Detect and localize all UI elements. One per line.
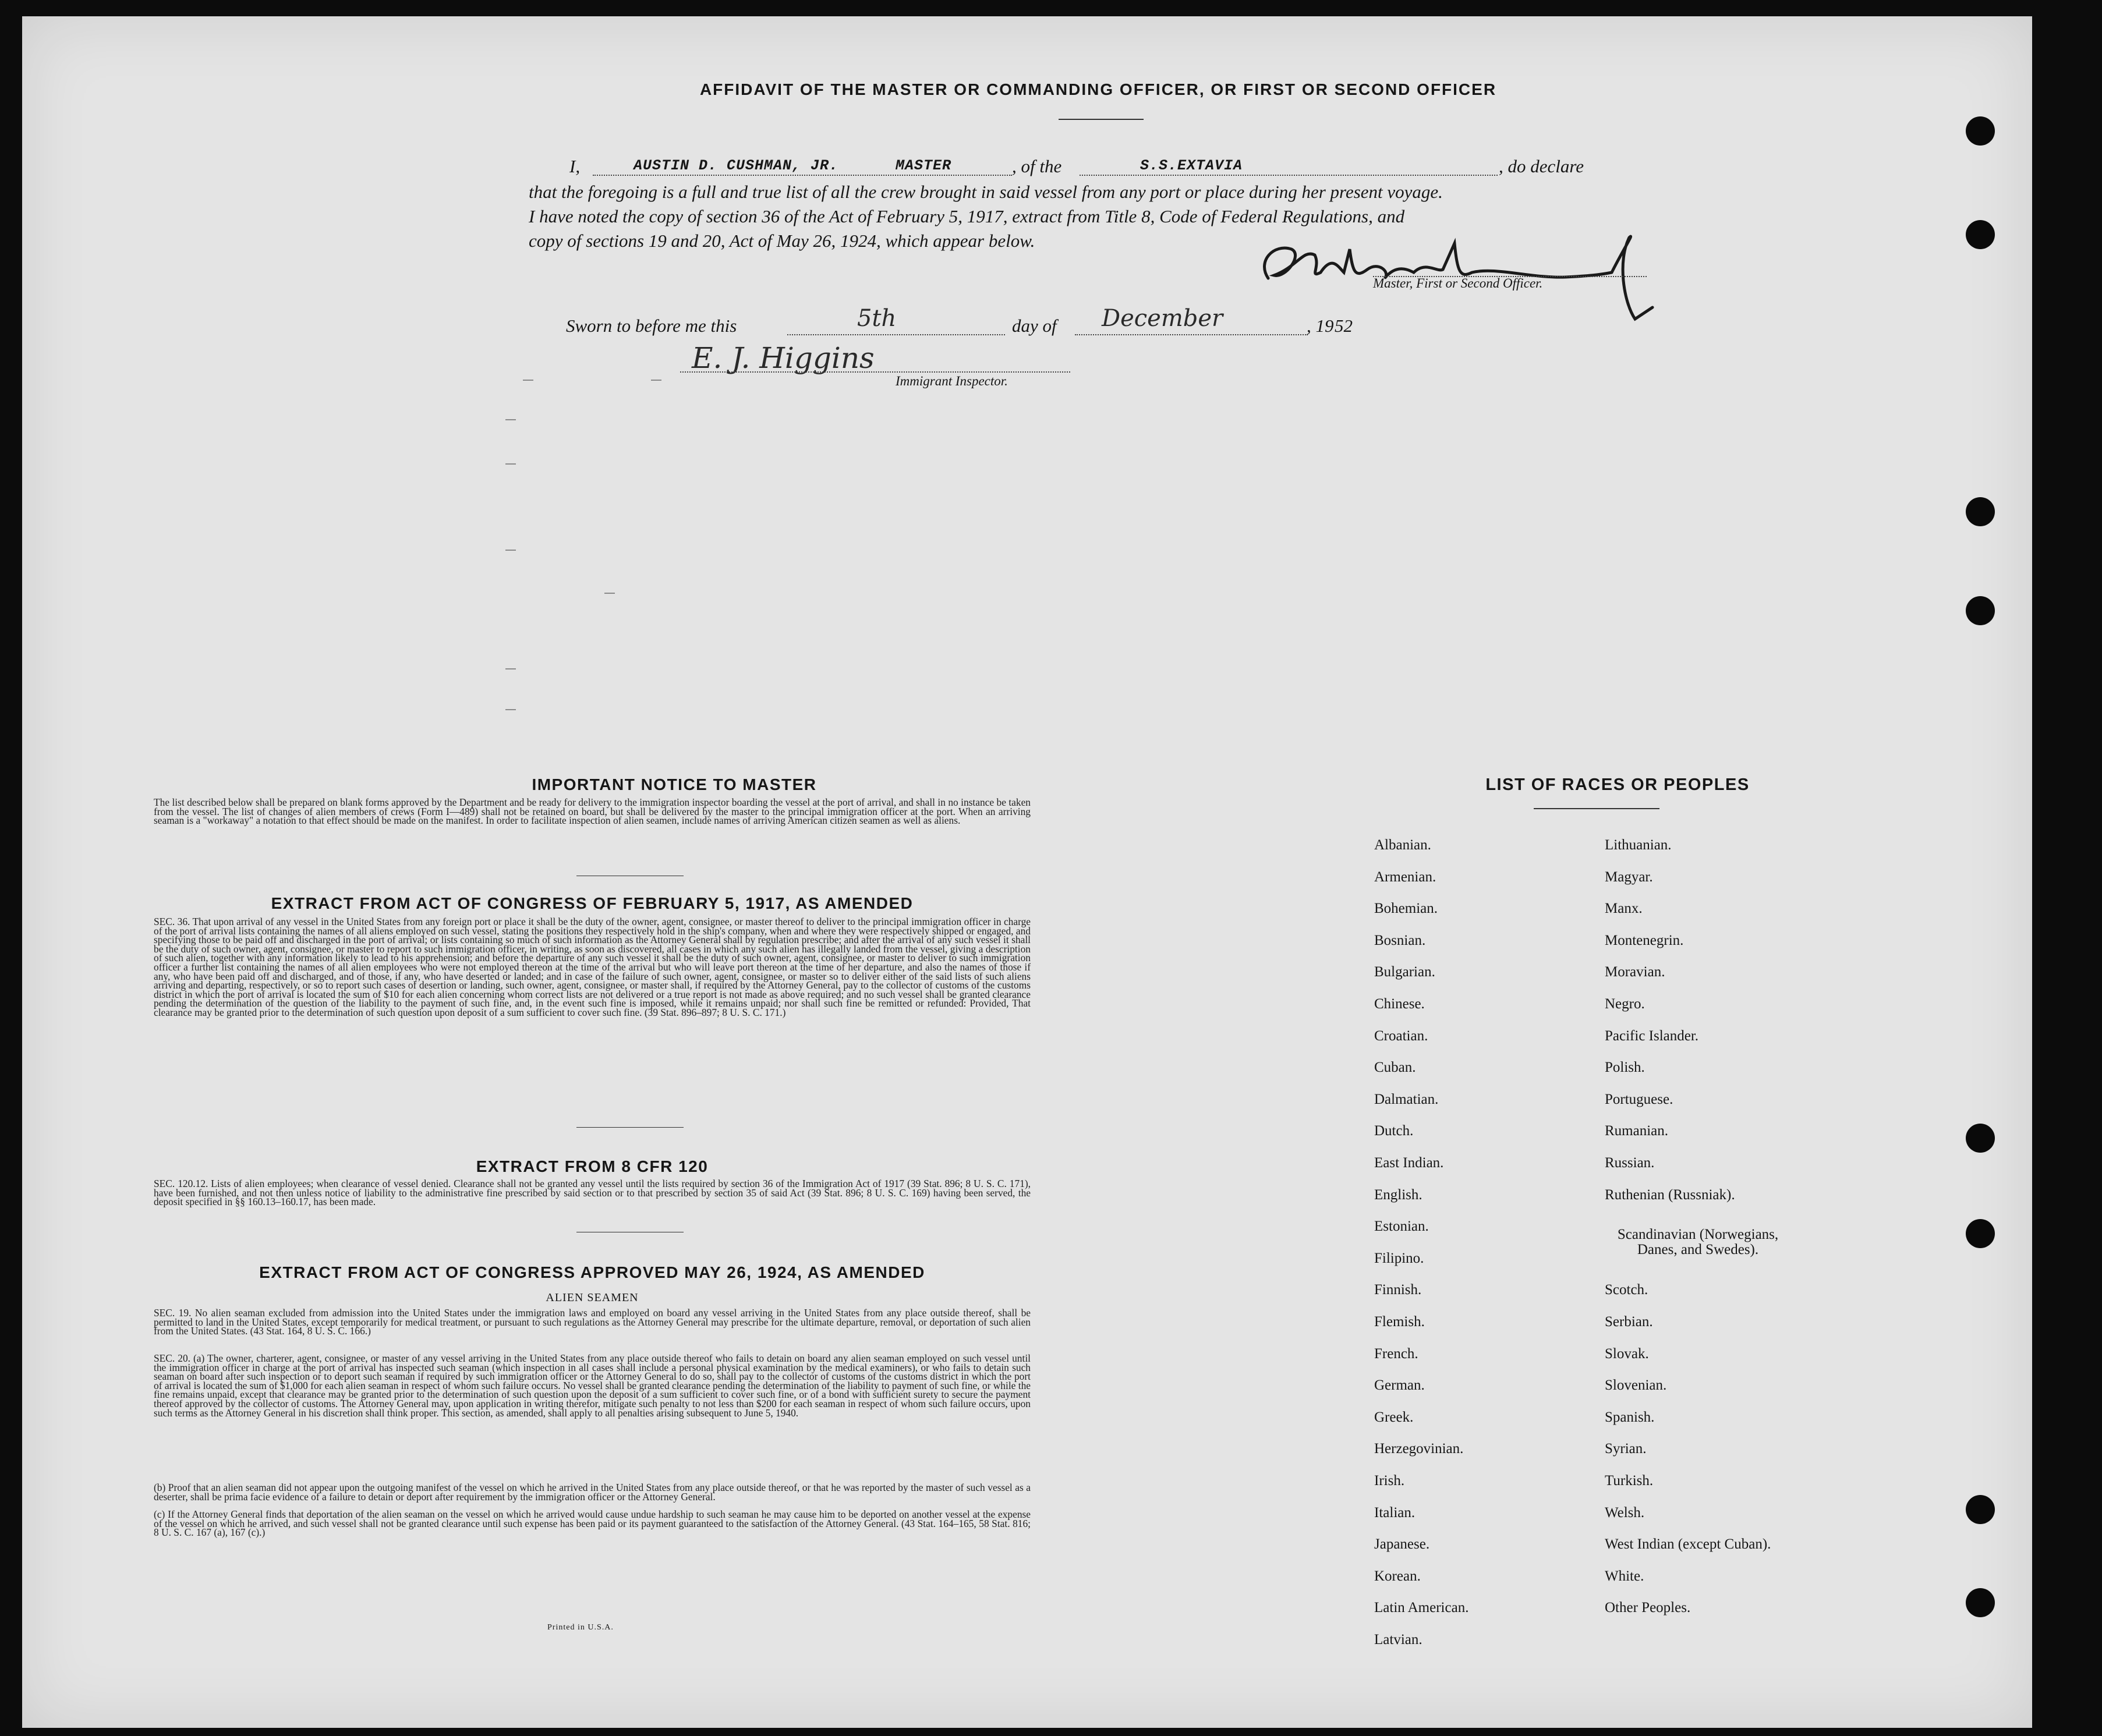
extract-1924-subtitle: ALIEN SEAMEN	[546, 1291, 639, 1304]
sworn-year: 52	[1335, 316, 1353, 336]
extract-1924-sec20c: (c) If the Attorney General finds that deportation of the alien seaman on the vessel on which he arrived would cause undue hardship to such seaman he may cause him to be deported on another vessel at the expense of the vessel on which he arrived, and such vessel shall not be granted clearance until such expense has been paid or its payment guaranteed to the satisfaction of the Attorney General. (43 Stat. 164–165, 58 Stat. 816; 8 U. S. C. 167 (a), 167 (c).)	[154, 1508, 1031, 1539]
affidavit-title: AFFIDAVIT OF THE MASTER OR COMMANDING OFFICER, OR FIRST OR SECOND OFFICER	[699, 80, 1497, 98]
extract-1924-sec20: SEC. 20. (a) The owner, charterer, agent, consignee, or master of any vessel arriving in the United States from any place outside thereof who fails to detain on board any alien seaman employed on such vessel until the immigration officer in charge at the port of arrival has inspected such seaman (which inspection in all cases shall include a personal physical examination by the medical examiners), or who fails to detain such seaman on board after such inspection or to deport such seaman if required by such immigration officer or the Attorney General to do so, shall pay to the collector of customs of the customs district in which the port of arrival is located the sum of $1,000 for each alien seaman in respect of whom such failure occurs. No vessel shall be granted clearance pending the determination of the liability to payment of such fine, or while the fine remains unpaid, except that clearance may be granted prior to the determination of such question upon the deposit of a sum sufficient to cover such fine, or of a bond with sufficient surety to secure the payment thereof approved by the collector of customs. The Attorney General may, upon application in writing therefor, mitigate such penalty to not less than $200 for each seaman in respect of whom such failure occurs, upon such terms as the Attorney General in his discretion shall think proper. This section, as amended, shall apply to all penalties arising subsequent to June 5, 1940.	[154, 1352, 1031, 1419]
of-the-label: , of the	[1012, 156, 1062, 176]
race-item: Dutch.	[1374, 1123, 1414, 1139]
year-prefix: , 19	[1307, 316, 1334, 336]
race-item: Welsh.	[1605, 1504, 1645, 1521]
stray-mark	[505, 550, 516, 551]
extract-1924-sec19: SEC. 19. No alien seaman excluded from admission into the United States under the immigration laws and employed on board any vessel arriving in the United States from any place outside thereof, shall be permitted to land in the United States, except temporarily for medical treatment, or pursuant to such regulations as the Attorney General may prescribe for the ultimate departure, removal, or deportation of such alien from the United States. (43 Stat. 164, 8 U. S. C. 166.)	[154, 1307, 1031, 1337]
binder-hole	[1966, 1124, 1995, 1153]
race-item: Latvian.	[1374, 1632, 1422, 1648]
race-item: Spanish.	[1605, 1409, 1655, 1425]
race-item: Armenian.	[1374, 869, 1436, 885]
race-item: German.	[1374, 1377, 1425, 1394]
printed-in-usa: Printed in U.S.A.	[547, 1623, 614, 1632]
master-rank: MASTER	[896, 157, 952, 174]
race-item: White.	[1605, 1568, 1644, 1584]
race-item: Montenegrin.	[1605, 932, 1684, 948]
declaration-line-4: copy of sections 19 and 20, Act of May 26, 1924, which appear below.	[529, 231, 1035, 251]
sworn-month: December	[1102, 305, 1223, 332]
race-item: Portuguese.	[1605, 1091, 1673, 1107]
race-item: Albanian.	[1374, 837, 1431, 853]
stray-mark	[505, 668, 516, 669]
extract-1917-title: EXTRACT FROM ACT OF CONGRESS OF FEBRUARY 5, 1917, AS AMENDED	[271, 894, 914, 912]
race-item: English.	[1374, 1186, 1422, 1203]
race-item: West Indian (except Cuban).	[1605, 1536, 1771, 1553]
race-item: Greek.	[1374, 1409, 1414, 1425]
divider	[576, 1127, 684, 1128]
inspector-dots	[680, 370, 1070, 373]
notice-text: The list described below shall be prepared on blank forms approved by the Department and be ready for delivery to the immigration inspector boarding the vessel at the port of arrival, and shall in no instance be taken from the vessel. The list of changes of alien members of crews (Form I—489) shall not be retained on board, but shall be delivered by the master to the principal immigration officer at the port. When an arriving seaman is a "workaway" a notation to that effect should be made on the manifest. In order to facilitate inspection of alien seamen, include names of arriving American citizen seamen as well as aliens.	[154, 796, 1031, 827]
race-item: Filipino.	[1374, 1250, 1424, 1266]
declarant-line	[569, 148, 1647, 177]
race-item: Japanese.	[1374, 1536, 1430, 1553]
race-item: Moravian.	[1605, 964, 1665, 980]
race-item: Bohemian.	[1374, 901, 1438, 917]
binder-hole	[1966, 1588, 1995, 1617]
extract-cfr-title: EXTRACT FROM 8 CFR 120	[476, 1157, 709, 1175]
inspector-caption: Immigrant Inspector.	[896, 374, 1008, 388]
race-item: Ruthenian (Russniak).	[1605, 1186, 1735, 1203]
race-item: Serbian.	[1605, 1314, 1653, 1330]
race-item: Manx.	[1605, 901, 1643, 917]
race-item: Dalmatian.	[1374, 1091, 1439, 1107]
race-item: Polish.	[1605, 1060, 1645, 1076]
stray-mark	[651, 380, 661, 381]
race-item: Croatian.	[1374, 1028, 1428, 1044]
race-item: Rumanian.	[1605, 1123, 1669, 1139]
extract-cfr-text: SEC. 120.12. Lists of alien employees; when clearance of vessel denied. Clearance shall not be granted any vessel until the lists required by section 36 of the Immigration Act of 1917 (39 Stat. 896; 8 U. S. C. 171), have been furnished, and not then unless notice of liability to the administrative fine prescribed by said section or to that prescribed by section 35 of said Act (39 Stat. 896; 8 U. S. C. 169) having been served, the deposit specified in §§ 160.13–160.17, has been made.	[154, 1178, 1031, 1208]
do-declare-label: , do declare	[1499, 156, 1584, 176]
sworn-line	[566, 307, 1439, 336]
signature-caption: Master, First or Second Officer.	[1373, 276, 1543, 290]
title-underline	[1059, 119, 1144, 120]
stray-mark	[523, 380, 533, 381]
notice-title: IMPORTANT NOTICE TO MASTER	[532, 775, 817, 793]
races-underline	[1534, 808, 1659, 809]
race-item: Negro.	[1605, 996, 1645, 1012]
race-item: Flemish.	[1374, 1314, 1425, 1330]
binder-hole	[1966, 596, 1995, 625]
sworn-day: 5th	[857, 305, 897, 332]
extract-1924-title: EXTRACT FROM ACT OF CONGRESS APPROVED MAY 26, 1924, AS AMENDED	[259, 1263, 925, 1281]
race-item: Estonian.	[1374, 1218, 1429, 1235]
race-item: Italian.	[1374, 1504, 1416, 1521]
race-item: Cuban.	[1374, 1060, 1416, 1076]
race-item: Magyar.	[1605, 869, 1653, 885]
race-item: Lithuanian.	[1605, 837, 1672, 853]
inspector-signature: E. J. Higgins	[692, 341, 875, 375]
binder-hole	[1966, 1495, 1995, 1524]
race-item: Russian.	[1605, 1155, 1655, 1171]
stray-mark	[505, 419, 516, 420]
binder-hole	[1966, 1219, 1995, 1248]
race-item: Syrian.	[1605, 1441, 1647, 1457]
day-of-label: day of	[1012, 316, 1057, 336]
document-page	[22, 16, 2032, 1728]
binder-hole	[1966, 116, 1995, 146]
master-name: AUSTIN D. CUSHMAN, JR.	[634, 157, 839, 174]
race-item: Other Peoples.	[1605, 1600, 1691, 1616]
binder-hole	[1966, 497, 1995, 526]
extract-1924-sec20b: (b) Proof that an alien seaman did not appear upon the outgoing manifest of the vessel on which he arrived in the United States from any place outside thereof, or that he was reported by the master of such vessel as a deserter, shall be prima facie evidence of a failure to detain or deport after requirement by the immigration officer or the Attorney General.	[154, 1482, 1031, 1503]
race-item: Pacific Islander.	[1605, 1028, 1699, 1044]
race-item: Turkish.	[1605, 1473, 1654, 1489]
stray-mark	[604, 593, 615, 594]
race-item: Slovenian.	[1605, 1377, 1667, 1394]
vessel-name: S.S.EXTAVIA	[1140, 157, 1243, 174]
binder-hole	[1966, 220, 1995, 249]
race-item: French.	[1374, 1345, 1418, 1362]
race-item: Finnish.	[1374, 1282, 1422, 1298]
race-item: Latin American.	[1374, 1600, 1469, 1616]
declaration-line-3: I have noted the copy of section 36 of the Act of February 5, 1917, extract from Title 8, Code of Federal Regulations, and	[529, 206, 1405, 226]
race-item: Irish.	[1374, 1473, 1405, 1489]
race-item: Slovak.	[1605, 1345, 1649, 1362]
stray-mark	[505, 709, 516, 710]
i-label: I,	[569, 156, 581, 176]
race-item: Herzegovinian.	[1374, 1441, 1464, 1457]
declaration-line-2: that the foregoing is a full and true list of all the crew brought in said vessel from any port or place during her present voyage.	[529, 182, 1443, 202]
sworn-label: Sworn to before me this	[566, 316, 737, 336]
stray-mark	[505, 463, 516, 465]
race-item: Bulgarian.	[1374, 964, 1435, 980]
extract-1917-text: SEC. 36. That upon arrival of any vessel in the United States from any foreign port or place it shall be the duty of the owner, agent, consignee, or master thereof to deliver to the principal immigration officer in charge of the port of arrival lists containing the names of all aliens employed on such vessel, stating the positions they respectively hold in the ship's company, when and where they were respectively shipped or engaged, and specifying those to be paid off and discharged in the port of arrival; or lists containing so much of such information as the Attorney General shall by regulation prescribe; and after the arrival of any such vessel it shall be the duty of such owner, agent, consignee, or master to report to such immigration officer, in writing, as soon as discovered, all cases in which any such alien has illegally landed from the vessel, giving a description of such alien, together with any information likely to lead to his apprehension; and before the departure of any such vessel it shall be the duty of such owner, agent, consignee, or master to deliver to such immigration officer a further list containing the names of all alien employees who were not employed thereon at the time of the arrival but who will leave port thereon at the time of her departure, and also the names of those if any, who have been paid off and discharged, and of those, if any, who have deserted or landed; and in case of the failure of such owner, agent, consignee, or master so to deliver either of the said lists of such aliens arriving and departing, respectively, or so to report such cases of desertion or landing, such owner, agent, consignee, or master shall, if required by the Attorney General, pay to the collector of customs of the customs district in which the port of arrival is located the sum of $10 for each alien concerning whom correct lists are not delivered or a true report is not made as above required; and no such vessel shall be granted clearance pending the determination of the question of the liability to the payment of such fine, and, in the event such fine is imposed, while it remains unpaid; nor shall such fine be remitted or refunded: Provided, That clearance may be granted prior to the determination of such question upon deposit of a sum sufficient to cover such fine. (39 Stat. 896–897; 8 U. S. C. 171.)	[154, 916, 1031, 1018]
race-item: Chinese.	[1374, 996, 1425, 1012]
race-item: Korean.	[1374, 1568, 1421, 1584]
race-item: Scandinavian (Norwegians, Danes, and Swedes).	[1617, 1227, 1779, 1257]
races-title: LIST OF RACES OR PEOPLES	[1485, 775, 1750, 794]
race-item: Bosnian.	[1374, 932, 1426, 948]
race-item: Scotch.	[1605, 1282, 1648, 1298]
race-item: East Indian.	[1374, 1155, 1444, 1171]
